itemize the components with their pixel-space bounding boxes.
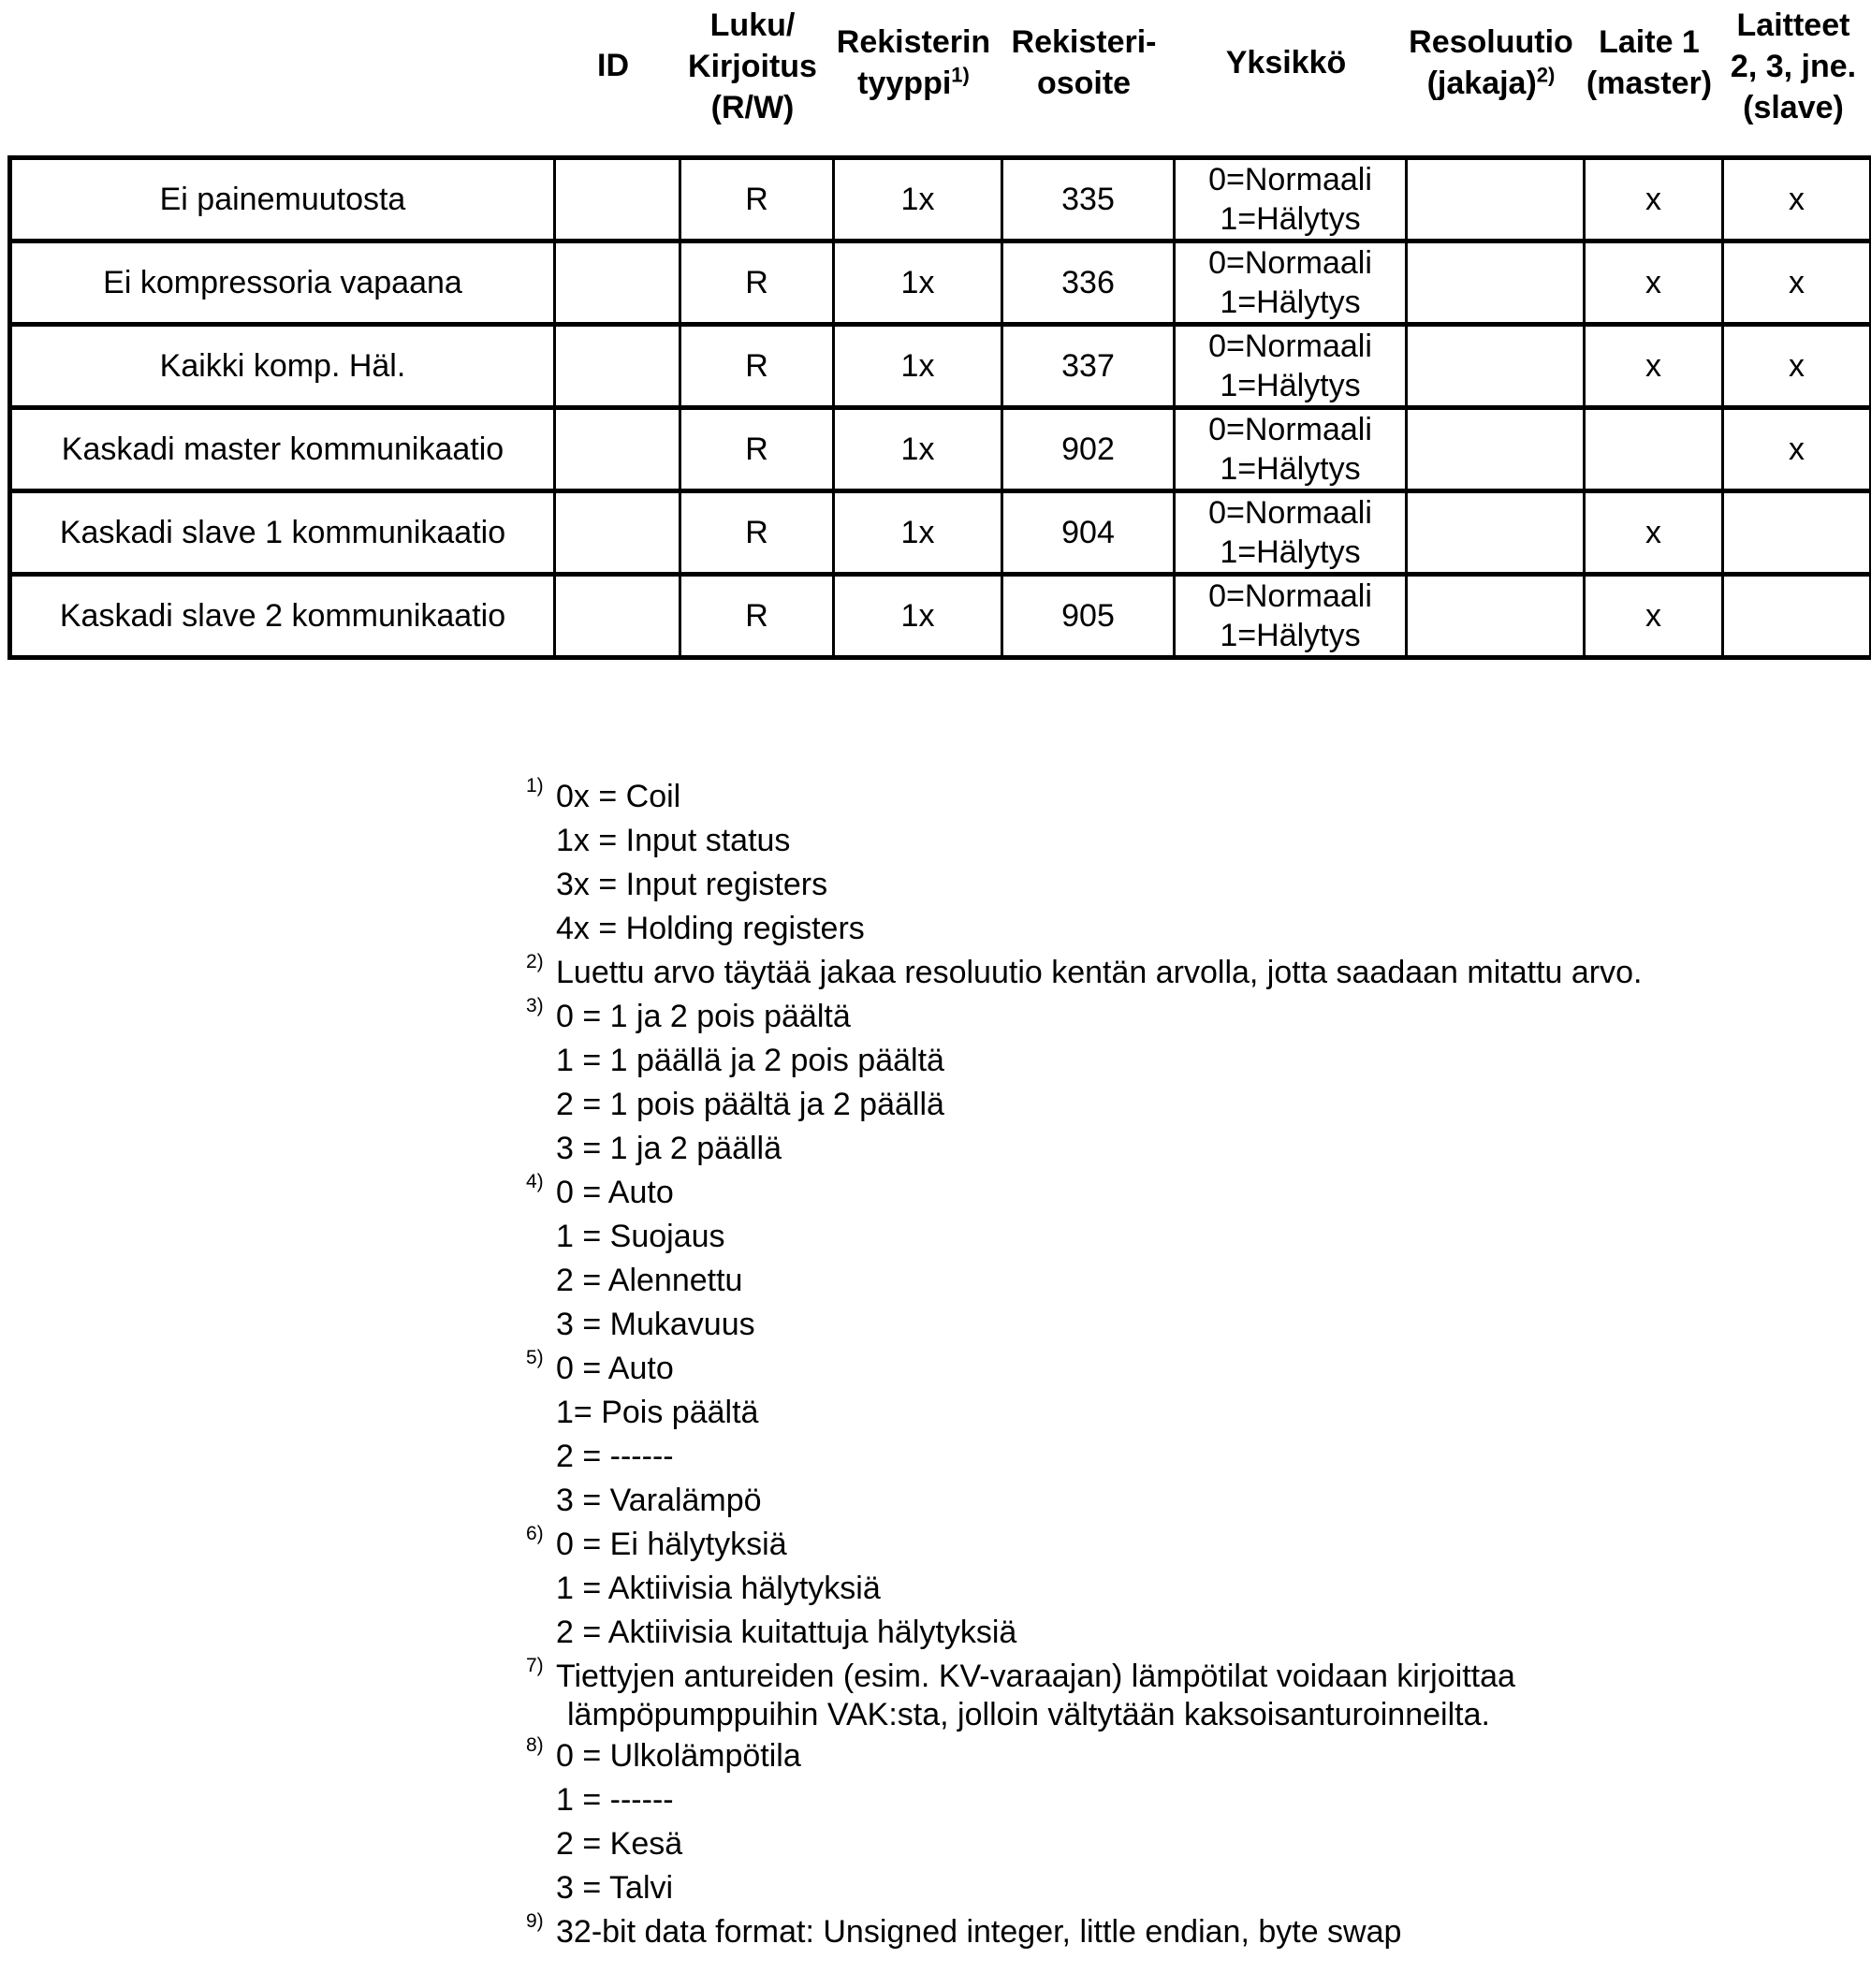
cell-resolution [1407,491,1585,575]
footnote-line [517,995,1827,1039]
footnote-text: Tiettyjen antureiden (esim. KV-varaajan) lämpötilat voidaan kirjoittaa [556,1659,1515,1694]
footnote-text: 0 = Ulkolämpötila [556,1738,801,1774]
cell-address: 905 [1002,575,1175,658]
cell-name: Kaskadi slave 2 kommunikaatio [10,575,555,658]
cell-name: Ei kompressoria vapaana [10,241,555,325]
header-id: ID [597,48,629,83]
header-device-master: Laite 1 (master) [1586,24,1713,101]
footnote-line [517,1523,1827,1567]
cell-unit: 0=Normaali 1=Hälytys [1175,575,1407,658]
footnote-line [517,1303,1827,1347]
footnote-line [517,1435,1827,1479]
cell-rw: R [680,158,834,241]
cell-resolution [1407,241,1585,325]
table-row [10,158,1871,241]
footnote-text: 1 = Aktiivisia hälytyksiä [556,1571,881,1606]
footnote-text: 0 = 1 ja 2 pois päältä [556,999,851,1034]
footnote-text: Luettu arvo täytää jakaa resoluutio kentän arvolla, jotta saadaan mitattu arvo. [556,955,1643,990]
footnote-line [517,819,1827,863]
footnote-line [517,1778,1827,1822]
cell-device1: x [1585,158,1723,241]
footnote-line [517,863,1827,907]
footnote-mark: 8) [526,1734,544,1756]
footnote-text: 1= Pois päältä [556,1395,759,1430]
footnote-mark: 6) [526,1523,544,1544]
footnote-line [517,1822,1827,1866]
footnote-line [517,1479,1827,1523]
register-table [7,155,1871,660]
header-register-type: Rekisterin tyyppi$^{1)}$ [836,24,991,101]
footnote-mark: 4) [526,1171,544,1192]
footnote-line [517,1866,1827,1910]
footnote-line [517,1215,1827,1259]
footnote-line [517,1127,1827,1171]
cell-address: 904 [1002,491,1175,575]
cell-type: 1x [834,241,1002,325]
cell-type: 1x [834,408,1002,491]
cell-id [555,325,680,408]
table-row [10,408,1871,491]
cell-id [555,408,680,491]
footnote-line [517,1347,1827,1391]
cell-device1 [1585,408,1723,491]
cell-devices [1723,575,1871,658]
footnote-text: 0 = Ei hälytyksiä [556,1527,787,1562]
table-row [10,241,1871,325]
footnote-mark: 3) [526,995,544,1016]
footnote-line [517,1171,1827,1215]
footnote-line [517,775,1827,819]
cell-unit: 0=Normaali 1=Hälytys [1175,491,1407,575]
footnote-text: 0x = Coil [556,779,681,814]
footnotes [517,775,1827,1954]
footnote-line [517,1655,1827,1699]
cell-rw: R [680,241,834,325]
footnote-mark: 2) [526,951,544,972]
cell-type: 1x [834,158,1002,241]
cell-device1: x [1585,325,1723,408]
footnote-text: 2 = Aktiivisia kuitattuja hälytyksiä [556,1615,1017,1650]
footnote-line [517,1083,1827,1127]
cell-resolution [1407,408,1585,491]
footnote-text: 3 = Varalämpö [556,1483,762,1518]
footnote-text: 2 = Kesä [556,1826,683,1862]
header-resolution: Resoluutio (jakaja)$^{2)}$ [1409,24,1573,101]
cell-name: Kaskadi master kommunikaatio [10,408,555,491]
cell-address: 335 [1002,158,1175,241]
cell-resolution [1407,158,1585,241]
header-devices-slave: Laitteet 2, 3, jne. (slave) [1730,7,1857,125]
footnote-text: 0 = Auto [556,1175,674,1210]
footnote-line [517,1910,1827,1954]
footnote-line [517,1391,1827,1435]
cell-name: Kaikki komp. Häl. [10,325,555,408]
header-register-address: Rekisteri- osoite [1011,24,1157,101]
footnote-line [517,907,1827,951]
footnote-text: 3 = 1 ja 2 päällä [556,1131,782,1166]
cell-address: 902 [1002,408,1175,491]
footnote-text: 1 = ------ [556,1782,674,1818]
cell-unit: 0=Normaali 1=Hälytys [1175,325,1407,408]
cell-name: Ei painemuutosta [10,158,555,241]
footnote-line [517,1259,1827,1303]
cell-type: 1x [834,325,1002,408]
cell-id [555,241,680,325]
cell-rw: R [680,491,834,575]
cell-devices: x [1723,325,1871,408]
footnote-text: 3 = Mukavuus [556,1307,755,1342]
cell-address: 337 [1002,325,1175,408]
cell-address: 336 [1002,241,1175,325]
cell-rw: R [680,575,834,658]
footnote-mark: 5) [526,1347,544,1368]
table-row [10,491,1871,575]
cell-unit: 0=Normaali 1=Hälytys [1175,158,1407,241]
cell-device1: x [1585,491,1723,575]
table-row [10,575,1871,658]
footnote-line [517,1567,1827,1611]
header-unit: Yksikkö [1225,45,1347,80]
cell-devices [1723,491,1871,575]
cell-id [555,491,680,575]
footnote-continuation: lämpöpumppuihin VAK:sta, jolloin vältytään kaksoisanturoinneilta. [567,1697,1490,1732]
cell-unit: 0=Normaali 1=Hälytys [1175,408,1407,491]
cell-type: 1x [834,575,1002,658]
cell-devices: x [1723,408,1871,491]
cell-id [555,575,680,658]
cell-resolution [1407,325,1585,408]
cell-id [555,158,680,241]
footnote-mark: 7) [526,1655,544,1676]
header-read-write: Luku/ Kirjoitus (R/W) [688,7,817,125]
cell-device1: x [1585,575,1723,658]
cell-devices: x [1723,158,1871,241]
footnote-text: 0 = Auto [556,1351,674,1386]
footnote-text: 2 = ------ [556,1439,674,1474]
footnote-line [517,1039,1827,1083]
footnote-line [517,1611,1827,1655]
footnote-text: 4x = Holding registers [556,911,865,946]
footnote-text: 1 = Suojaus [556,1219,725,1254]
footnote-mark: 1) [526,775,544,797]
footnote-text: 2 = 1 pois päältä ja 2 päällä [556,1087,944,1122]
footnote-mark: 9) [526,1910,544,1932]
footnote-text: 3 = Talvi [556,1870,674,1906]
cell-rw: R [680,325,834,408]
cell-resolution [1407,575,1585,658]
footnote-text: 3x = Input registers [556,867,828,902]
footnote-line [517,951,1827,995]
cell-unit: 0=Normaali 1=Hälytys [1175,241,1407,325]
footnote-text: 2 = Alennettu [556,1263,743,1298]
cell-rw: R [680,408,834,491]
footnote-text: 1x = Input status [556,823,791,858]
footnote-text: 32-bit data format: Unsigned integer, little endian, byte swap [556,1914,1402,1950]
table-row [10,325,1871,408]
cell-name: Kaskadi slave 1 kommunikaatio [10,491,555,575]
cell-device1: x [1585,241,1723,325]
footnote-text: 1 = 1 päällä ja 2 pois päältä [556,1043,944,1078]
cell-type: 1x [834,491,1002,575]
cell-devices: x [1723,241,1871,325]
footnote-line [517,1734,1827,1778]
